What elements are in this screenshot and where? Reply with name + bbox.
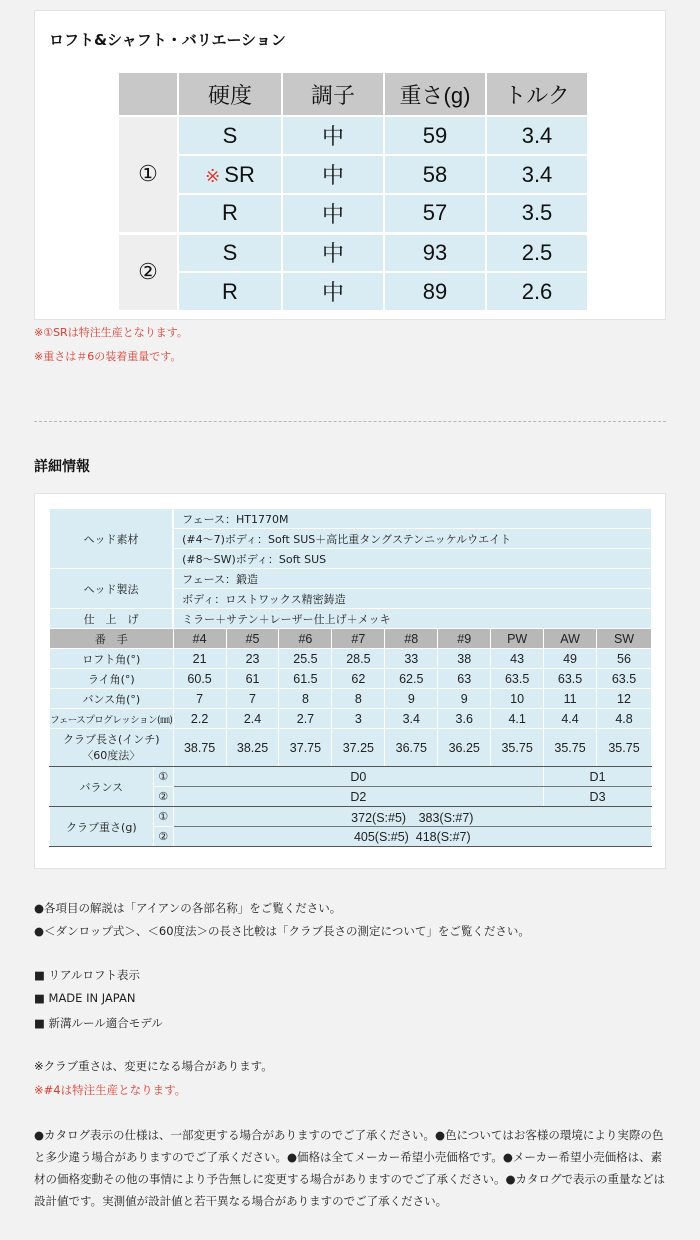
number-header-row	[50, 629, 652, 649]
bounce-cell: 7	[226, 689, 279, 709]
bounce-cell: 8	[332, 689, 385, 709]
finish-value: ミラー＋サテン＋レーザー仕上げ＋メッキ	[173, 609, 651, 629]
lie-cell: 63	[438, 669, 491, 689]
club-length-cell: 38.25	[226, 729, 279, 767]
flex-cell: 中	[282, 194, 384, 233]
weight-cell: 59	[384, 116, 486, 155]
feature-real-loft: ■ リアルロフト表示	[34, 968, 141, 982]
special-order-mark: ※	[205, 165, 221, 186]
finish-label: 仕 上 げ	[50, 609, 174, 629]
variation-title: ロフト&シャフト・バリエーション	[49, 31, 286, 49]
loft-cell: 33	[385, 649, 438, 669]
club-length-cell: 37.75	[279, 729, 332, 767]
loft-cell: 56	[597, 649, 652, 669]
lie-cell: 61.5	[279, 669, 332, 689]
details-card	[34, 493, 666, 869]
table-header-row	[118, 72, 588, 116]
progression-cell: 2.4	[226, 709, 279, 729]
lie-label: ライ角(°)	[50, 669, 174, 689]
bounce-cell: 11	[544, 689, 597, 709]
hardness-cell	[178, 155, 282, 194]
progression-cell: 4.8	[597, 709, 652, 729]
head-method-row	[50, 569, 652, 589]
feature-groove-rule: ■ 新溝ルール適合モデル	[34, 1016, 163, 1030]
lie-cell: 61	[226, 669, 279, 689]
head-method-line: フェース：鍛造	[173, 569, 651, 589]
finish-row	[50, 609, 652, 629]
club-weight-label: クラブ重さ(g)	[50, 807, 154, 847]
table-row	[118, 233, 588, 272]
loft-cell: 23	[226, 649, 279, 669]
club-length-cell: 35.75	[491, 729, 544, 767]
flex-cell: 中	[282, 116, 384, 155]
parts-guide-note: ●各項目の解説は「アイアンの各部名称」をご覧ください。	[34, 901, 342, 915]
special-order-4-note: ※#4は特注生産となります。	[34, 1083, 187, 1097]
loft-cell: 28.5	[332, 649, 385, 669]
bounce-cell: 8	[279, 689, 332, 709]
flex-cell: 中	[282, 155, 384, 194]
bounce-cell: 10	[491, 689, 544, 709]
torque-cell: 3.4	[486, 155, 588, 194]
number-cell: SW	[597, 629, 652, 649]
hardness-cell: R	[178, 272, 282, 311]
bounce-cell: 12	[597, 689, 652, 709]
header-weight: 重さ(g)	[384, 72, 486, 116]
club-length-cell: 37.25	[332, 729, 385, 767]
header-flex: 調子	[282, 72, 384, 116]
number-cell: #9	[438, 629, 491, 649]
hardness-cell: S	[178, 116, 282, 155]
number-cell: #7	[332, 629, 385, 649]
weight-cell: 57	[384, 194, 486, 233]
weight-cell: 58	[384, 155, 486, 194]
bounce-cell: 7	[173, 689, 226, 709]
club-weight-row	[50, 807, 652, 827]
balance-wedge: D3	[544, 787, 652, 807]
club-length-cell: 35.75	[544, 729, 597, 767]
loft-cell: 21	[173, 649, 226, 669]
loft-label: ロフト角(°)	[50, 649, 174, 669]
lie-cell: 63.5	[544, 669, 597, 689]
club-length-label-sub: 〈60度法〉	[82, 748, 141, 762]
progression-cell: 2.7	[279, 709, 332, 729]
loft-cell: 38	[438, 649, 491, 669]
bounce-label: バンス角(°)	[50, 689, 174, 709]
progression-cell: 2.2	[173, 709, 226, 729]
head-method-line: ボディ：ロストワックス精密鋳造	[173, 589, 651, 609]
flex-cell: 中	[282, 272, 384, 311]
club-length-label	[50, 729, 174, 767]
balance-sub: ②	[153, 787, 173, 807]
club-weight-value: 405(S:#5) 418(S:#7)	[173, 827, 651, 847]
number-cell: #8	[385, 629, 438, 649]
head-method-label: ヘッド製法	[50, 569, 174, 609]
header-hardness: 硬度	[178, 72, 282, 116]
variation-card	[34, 10, 666, 320]
club-length-label-main: クラブ長さ(インチ)	[63, 732, 160, 746]
lie-cell: 63.5	[597, 669, 652, 689]
feature-made-in-japan: ■ MADE IN JAPAN	[34, 991, 136, 1005]
table-row	[118, 194, 588, 233]
divider	[34, 421, 666, 422]
club-weight-change-note: ※クラブ重さは、変更になる場合があります。	[34, 1059, 273, 1073]
number-label: 番 手	[50, 629, 174, 649]
club-length-cell: 38.75	[173, 729, 226, 767]
progression-cell: 3.4	[385, 709, 438, 729]
torque-cell: 2.6	[486, 272, 588, 311]
shaft-spec-table	[117, 71, 589, 312]
progression-cell: 3.6	[438, 709, 491, 729]
torque-cell: 3.4	[486, 116, 588, 155]
progression-label: フェースプログレッション(㎜)	[50, 709, 174, 729]
details-table	[49, 508, 652, 847]
number-cell: #5	[226, 629, 279, 649]
balance-label: バランス	[50, 767, 154, 807]
loft-cell: 49	[544, 649, 597, 669]
torque-cell: 2.5	[486, 233, 588, 272]
head-material-label: ヘッド素材	[50, 509, 174, 569]
lie-row	[50, 669, 652, 689]
head-material-row	[50, 509, 652, 529]
balance-main: D2	[173, 787, 543, 807]
hardness-value: SR	[224, 161, 255, 187]
header-corner	[118, 72, 178, 116]
torque-cell: 3.5	[486, 194, 588, 233]
loft-cell: 25.5	[279, 649, 332, 669]
club-length-cell: 35.75	[597, 729, 652, 767]
weight-note: ※重さは＃6の装着重量です。	[34, 350, 182, 363]
number-cell: #6	[279, 629, 332, 649]
weight-cell: 93	[384, 233, 486, 272]
hardness-cell: R	[178, 194, 282, 233]
head-material-line: (#8〜SW)ボディ：Soft SUS	[173, 549, 651, 569]
flex-cell: 中	[282, 233, 384, 272]
club-length-cell: 36.75	[385, 729, 438, 767]
loft-cell: 43	[491, 649, 544, 669]
hardness-cell: S	[178, 233, 282, 272]
catalog-disclaimer: ●カタログ表示の仕様は、一部変更する場合がありますのでご了承ください。●色についてはお客様の環境により実際の色と多少違う場合がありますのでご了承ください。●価格は全てメーカー希望小売価格です。●メーカー希望小売価格は、素材の価格変動その他の事情により予告無しに変更する場合がありますのでご了承ください。●カタログで表示の重量などは設計値です。実測値が設計値と若干異なる場合がありますのでご了承ください。	[34, 1128, 666, 1208]
progression-cell: 4.1	[491, 709, 544, 729]
club-length-cell: 36.25	[438, 729, 491, 767]
weight-cell: 89	[384, 272, 486, 311]
bounce-row	[50, 689, 652, 709]
special-order-note: ※①SRは特注生産となります。	[34, 326, 188, 339]
table-row	[118, 272, 588, 311]
table-row	[118, 155, 588, 194]
balance-sub: ①	[153, 767, 173, 787]
head-material-line: (#4〜7)ボディ：Soft SUS＋高比重タングステンニッケルウエイト	[173, 529, 651, 549]
header-torque: トルク	[486, 72, 588, 116]
loft-row	[50, 649, 652, 669]
bounce-cell: 9	[385, 689, 438, 709]
club-length-row	[50, 729, 652, 767]
number-cell: #4	[173, 629, 226, 649]
lie-cell: 62	[332, 669, 385, 689]
lie-cell: 62.5	[385, 669, 438, 689]
balance-row	[50, 767, 652, 787]
head-material-line: フェース：HT1770M	[173, 509, 651, 529]
club-weight-sub: ①	[153, 807, 173, 827]
club-weight-value: 372(S:#5) 383(S:#7)	[173, 807, 651, 827]
progression-cell: 3	[332, 709, 385, 729]
balance-main: D0	[173, 767, 543, 787]
table-row	[118, 116, 588, 155]
progression-cell: 4.4	[544, 709, 597, 729]
group-label: ①	[118, 116, 178, 233]
lie-cell: 60.5	[173, 669, 226, 689]
club-weight-sub: ②	[153, 827, 173, 847]
progression-row	[50, 709, 652, 729]
lie-cell: 63.5	[491, 669, 544, 689]
number-cell: AW	[544, 629, 597, 649]
balance-wedge: D1	[544, 767, 652, 787]
length-compare-note: ●＜ダンロップ式＞、＜60度法＞の長さ比較は「クラブ長さの測定について」をご覧ください。	[34, 924, 530, 938]
number-cell: PW	[491, 629, 544, 649]
group-label: ②	[118, 233, 178, 311]
details-title: 詳細情報	[34, 459, 90, 475]
bounce-cell: 9	[438, 689, 491, 709]
